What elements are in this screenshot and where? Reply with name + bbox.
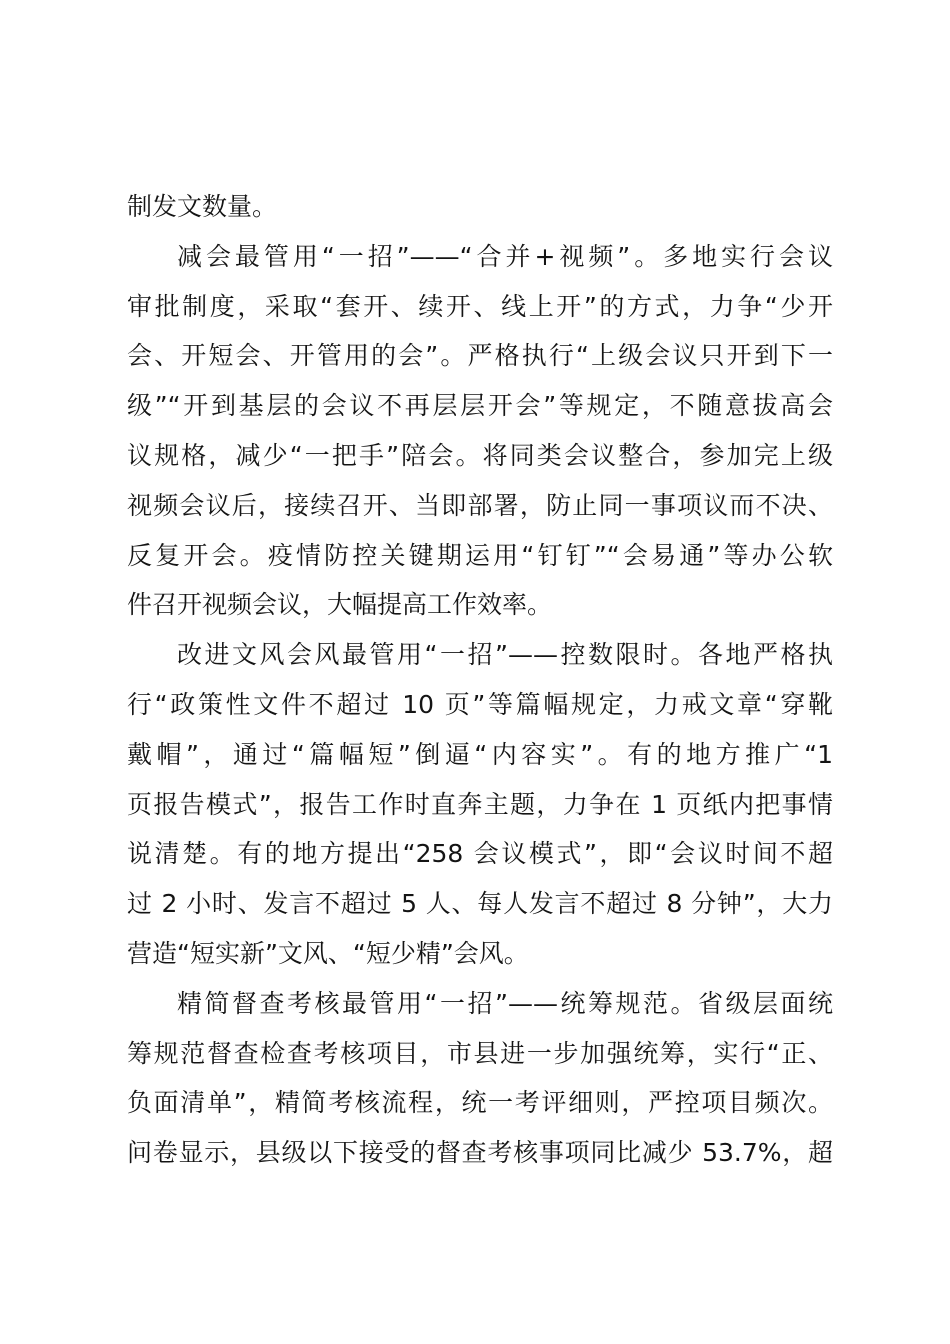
text-line: 审批制度，采取“套开、续开、线上开”的方式，力争“少开	[127, 291, 833, 321]
text-line: 制发文数量。	[127, 192, 278, 221]
text-line: 视频会议后，接续召开、当即部署，防止同一事项议而不决、	[127, 490, 833, 520]
text-line: 问卷显示，县级以下接受的督查考核事项同比减少 53.7%，超	[127, 1138, 833, 1168]
text-line: 页报告模式”，报告工作时直奔主题，力争在 1 页纸内把事情	[127, 789, 833, 819]
text-line: 说清楚。有的地方提出“258 会议模式”，即“会议时间不超	[127, 839, 833, 869]
text-line: 负面清单”，精简考核流程，统一考评细则，严控项目频次。	[127, 1088, 833, 1118]
paragraph-first-line: 改进文风会风最管用“一招”——控数限时。各地严格执	[177, 640, 833, 670]
text-line: 行“政策性文件不超过 10 页”等篇幅规定，力戒文章“穿靴	[127, 689, 833, 719]
text-line: 件召开视频会议，大幅提高工作效率。	[127, 590, 553, 620]
paragraph-first-line: 减会最管用“一招”——“合并+视频”。多地实行会议	[177, 241, 833, 271]
text-line: 营造“短实新”文风、“短少精”会风。	[127, 938, 529, 968]
text-line: 级”“开到基层的会议不再层层开会”等规定，不随意拔高会	[127, 391, 833, 421]
body-text	[127, 182, 833, 1178]
paragraph-first-line: 精简督查考核最管用“一招”——统筹规范。省级层面统	[177, 988, 833, 1018]
text-line: 过 2 小时、发言不超过 5 人、每人发言不超过 8 分钟”，大力	[127, 889, 833, 919]
text-line: 议规格，减少“一把手”陪会。将同类会议整合，参加完上级	[127, 440, 833, 470]
text-line: 戴帽”，通过“篇幅短”倒逼“内容实”。有的地方推广“1	[127, 739, 833, 769]
text-line: 反复开会。疫情防控关键期运用“钉钉”“会易通”等办公软	[127, 540, 833, 570]
text-line: 筹规范督查检查考核项目，市县进一步加强统筹，实行“正、	[127, 1038, 833, 1068]
text-line: 会、开短会、开管用的会”。严格执行“上级会议只开到下一	[127, 341, 833, 371]
